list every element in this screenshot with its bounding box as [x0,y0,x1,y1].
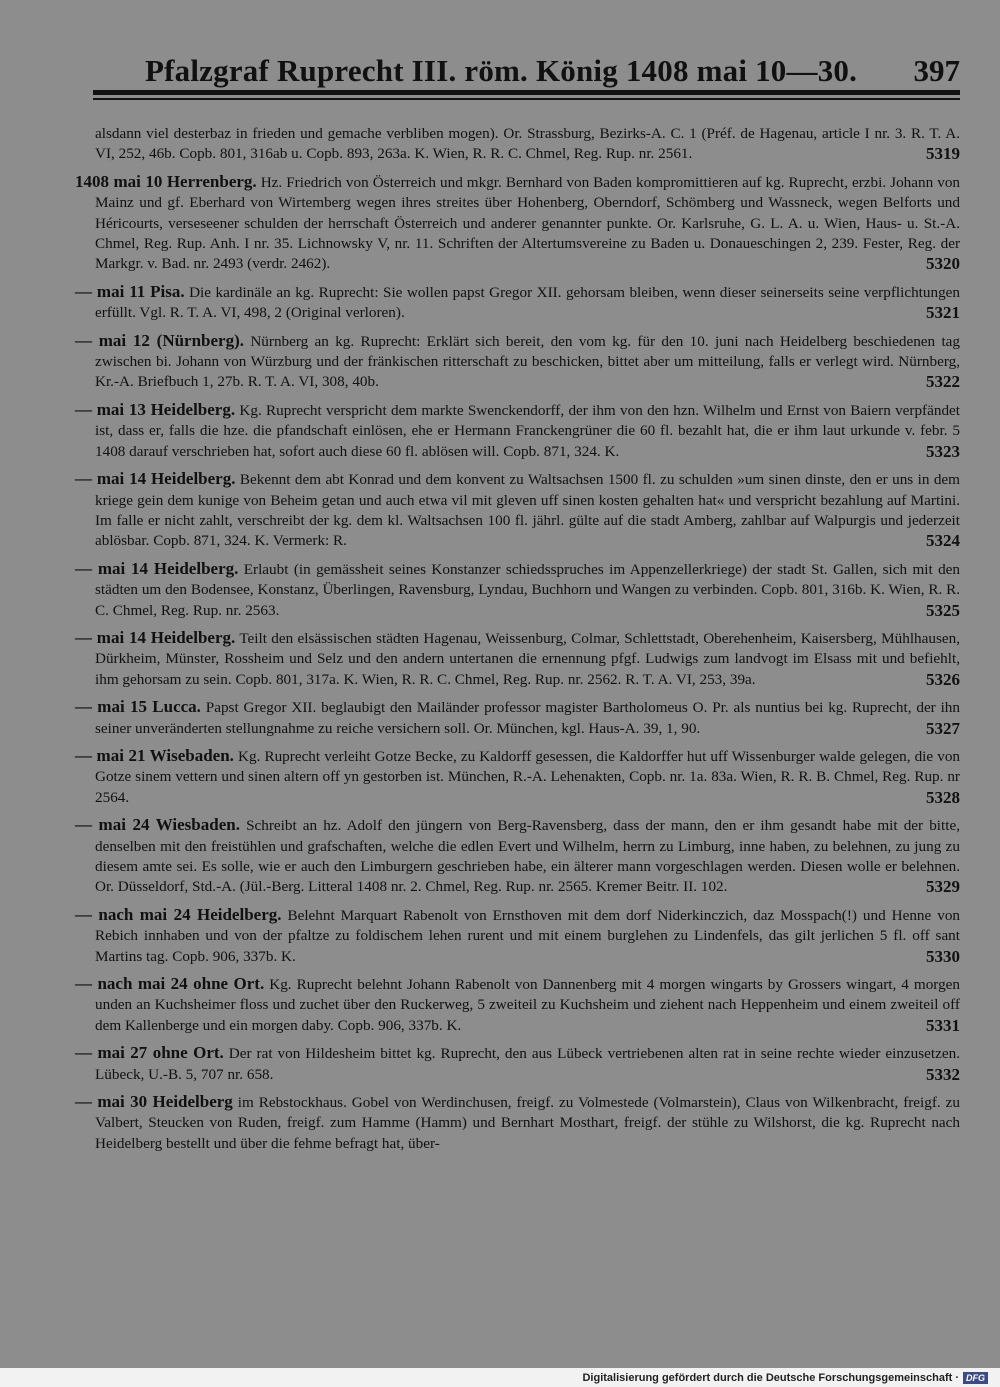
entry-date: — mai 14 Heidelberg. [75,627,236,647]
entry-text: Kg. Ruprecht verleiht Gotze Becke, zu Kaldorff gesessen, die Kaldorffer hut uff Wissenburger walde gelegen, die von Gotze sinem vettern und sinen altern off yn gestorben ist. München, R.-A. Lehenakten, Copb. nr. 1a. 83a. Wien, R. R. B. Chmel, Reg. Rup. nr 2564. [95,747,961,806]
entry-number: 5319 [926,144,960,164]
page-header [95,48,960,86]
regest-entry [75,400,960,462]
entry-date: 1408 mai 10 Herrenberg. [75,171,257,191]
entry-text: im Rebstockhaus. Gobel von Werdinchusen, freigf. zu Volmestede (Volmarstein), Claus von Wilkenbracht, freigf. zu Valbert, Steucken von Ruden, freigf. zum Hamme (Hamm) und Bernhart Mosthart, freigf. der stühle zu Wilshorst, die kg. Ruprecht nach Heidelberg bestellt und über die fehme befragt hat, über- [95,1094,960,1152]
entry-number: 5331 [926,1015,960,1035]
entry-number: 5324 [926,531,960,551]
dfg-logo: DFG [963,1372,988,1384]
regest-entry [75,559,960,621]
regesta-list [75,124,960,1161]
regest-entry [75,1043,960,1085]
regest-entry [75,172,960,275]
entry-text: Die kardinäle an kg. Ruprecht: Sie wollen papst Gregor XII. gehorsam bleiben, wenn dieser seinerseits seine verpflichtungen erfüllt. Vgl. R. T. A. VI, 498, 2 (Original verloren). [95,283,960,322]
entry-date: — mai 30 Heidelberg [75,1092,233,1112]
regest-entry [75,1092,960,1154]
entry-date: — mai 24 Wiesbaden. [75,815,240,835]
regest-entry [75,815,960,898]
entry-number: 5323 [926,441,960,461]
entry-text: Erlaubt (in gemässheit seines Konstanzer schiedsspruches im Appenzellerkriege) der stadt St. Gallen, sich mit den städten um den Bodensee, Konstanz, Überlingen, Ravensburg, Lyndau, Buchhorn und Wangen zu verbinden. Copb. 801, 316b. K. Wien, R. R. C. Chmel, Reg. Rup. nr. 2563. [95,560,960,619]
entry-number: 5321 [926,303,960,323]
running-title: Pfalzgraf Ruprecht III. röm. König 1408 mai 10—30. [145,53,858,88]
entry-date: — mai 14 Heidelberg. [75,558,239,578]
regest-entry [75,628,960,690]
entry-date: — mai 21 Wisebaden. [75,745,234,765]
entry-text: Kg. Ruprecht verspricht dem markte Swenckendorff, der ihm von den hzn. Wilhelm und Ernst von Baiern verpfändet ist, dass er, falls die hze. die pfandschaft einlösen, ehe er Hermann Franckengrüner die 60 fl. bezahlt hat, die er ihm laut urkunde v. febr. 5 1408 darauf verschrieben hat, sofort auch diese 60 fl. ablösen will. Copb. 871, 324. K. [95,401,960,460]
entry-date: — mai 27 ohne Ort. [75,1043,224,1063]
entry-text: Kg. Ruprecht belehnt Johann Rabenolt von Dannenberg mit 4 morgen wingarts by Grossers wingart, 4 morgen unden an Kuchsheimer floss und zuchet über den Ruckerweg, 5 zweiteil zu Kuchsheim und ziehent nach Heppenheim und einem zweiteil off dem Kallenberge und ein morgen daby. Copb. 906, 337b. K. [95,976,960,1034]
entry-date: — mai 11 Pisa. [75,281,185,301]
entry-number: 5330 [926,946,960,966]
entry-text: Schreibt an hz. Adolf den jüngern von Berg-Ravensberg, dass der mann, den er ihm gesandt habe mit der bitte, denselben mit den freistühlen und grafschaften, welche die edlen Evert und Wilhelm, herrn zu Limburg, inne haben, zu belehnen, zu jung zu diesem amte sei. Es solle, wie er auch den Limburgern geschrieben habe, ein älterer mann vorgeschlagen werden. Diesen wolle er belehnen. Or. Düsseldorf, Std.-A. (Jül.-Berg. Litteral 1408 nr. 2. Chmel, Reg. Rup. nr. 2565. Kremer Beitr. II. 102. [95,817,960,896]
entry-number: 5322 [926,372,960,392]
entry-date: — mai 12 (Nürnberg). [75,330,245,350]
entry-number: 5328 [926,787,960,807]
header-rule-thick [93,90,960,95]
entry-number: 5325 [926,600,960,620]
footer-credit: Digitalisierung gefördert durch die Deutsche Forschungsgemeinschaft · [582,1371,959,1384]
entry-text: Der rat von Hildesheim bittet kg. Ruprecht, den aus Lübeck vertriebenen alten rat in seine rechte wieder einzusetzen. Lübeck, U.-B. 5, 707 nr. 658. [95,1045,960,1083]
entry-date: — nach mai 24 ohne Ort. [75,974,265,994]
entry-text: Teilt den elsässischen städten Hagenau, Weissenburg, Colmar, Schlettstadt, Oberehenheim, Kaisersberg, Mühlhausen, Dürkheim, Münster, Rossheim und Selz und den andern untertanen die ernennung pfgf. Ludwigs zum landvogt im Elsass mit und befiehlt, ihm gehorsam zu sein. Copb. 801, 317a. K. Wien, R. R. C. Chmel, Reg. Rup. nr. 2562. R. T. A. VI, 253, 39a. [95,629,961,688]
entry-text: Hz. Friedrich von Österreich und mkgr. Bernhard von Baden kompromittieren auf kg. Ruprecht, erzbi. Johann von Mainz und gf. Eberhard von Wirtemberg wegen ihres streites über Hohenberg, Oberndorf, Schömberg und Wassneck, wegen Belforts und Héricourts, verseseener schulden der herrschaft Österreich und anderer genannter punkte. Or. Karlsruhe, G. L. A. u. Wien, Haus- u. St.-A. Chmel, Reg. Rup. Anh. I nr. 35. Lichnowsky V, nr. 11. Schriften der Altertumsvereine zu Baden u. Donaueschingen 2, 239. Fester, Reg. der Markgr. v. Bad. nr. 2493 (verdr. 2462). [95,173,961,273]
regest-entry [75,746,960,808]
regest-entry [75,697,960,739]
regest-entry [75,469,960,552]
entry-text: Nürnberg an kg. Ruprecht: Erklärt sich bereit, den vom kg. für den 10. juni nach Heidelberg beschiedenen tag zwischen bi. Johann von Würzburg und der fränkischen ritterschaft zu beschicken, bittet aber um mitteilung, falls er verlegt wird. Nürnberg, Kr.-A. Briefbuch 1, 27b. R. T. A. VI, 308, 40b. [95,332,961,391]
entry-date: — mai 15 Lucca. [75,697,201,717]
entry-text: Bekennt dem abt Konrad und dem konvent zu Waltsachsen 1500 fl. zu schulden »um sinen dinste, den er uns in dem kriege gein dem kunige von Beheim getan und auch etwa vil mit gleven uff sinen kosten gehalten hat« und verspricht bezahlung auf Martini. Im falle er nicht zahlt, verschreibt der kg. dem kl. Waltsachsen 100 fl. jährl. gülte auf die stadt Amberg, zahlbar auf Walpurgis und jederzeit ablösbar. Copb. 871, 324. K. Vermerk: R. [95,471,960,550]
entry-text: Papst Gregor XII. beglaubigt den Mailänder professor magister Bartholomeus O. Pr. als nuntius bei kg. Ruprecht, der ihn seiner unveränderten stellungnahme zu reiche versichern soll. Or. München, kgl. Haus-A. 39, 1, 90. [95,699,960,737]
regest-entry [75,905,960,967]
header-rule-thin [93,98,960,100]
entry-number: 5329 [926,877,960,897]
page-number: 397 [913,53,960,88]
entry-date: — mai 13 Heidelberg. [75,399,236,419]
entry-number: 5326 [926,669,960,689]
entry-date: — nach mai 24 Heidelberg. [75,904,282,924]
entry-number: 5327 [926,718,960,738]
entry-number: 5332 [926,1064,960,1084]
regest-entry [75,282,960,324]
regest-entry [75,124,960,165]
entry-number: 5320 [926,254,960,274]
regest-entry [75,974,960,1036]
entry-date: — mai 14 Heidelberg. [75,469,236,489]
entry-text: alsdann viel desterbaz in frieden und gemache verbliben mogen). Or. Strassburg, Bezirks-A. C. 1 (Préf. de Hagenau, article I nr. 3. R. T. A. VI, 252, 46b. Copb. 801, 316ab u. Copb. 893, 263a. K. Wien, R. R. C. Chmel, Reg. Rup. nr. 2561. [95,125,960,163]
entry-text: Belehnt Marquart Rabenolt von Ernsthoven mit dem dorf Niderkinczich, daz Mosspach(!) und Henne von Rebich innhaben und von der pfaltze zu foldischem lehen rurent und mit einem burglehen zu Lindenfels, das gilt jerlichen 5 fl. off sant Martins tag. Copb. 906, 337b. K. [95,906,961,965]
regest-entry [75,331,960,393]
footer-bar [0,1368,1000,1387]
